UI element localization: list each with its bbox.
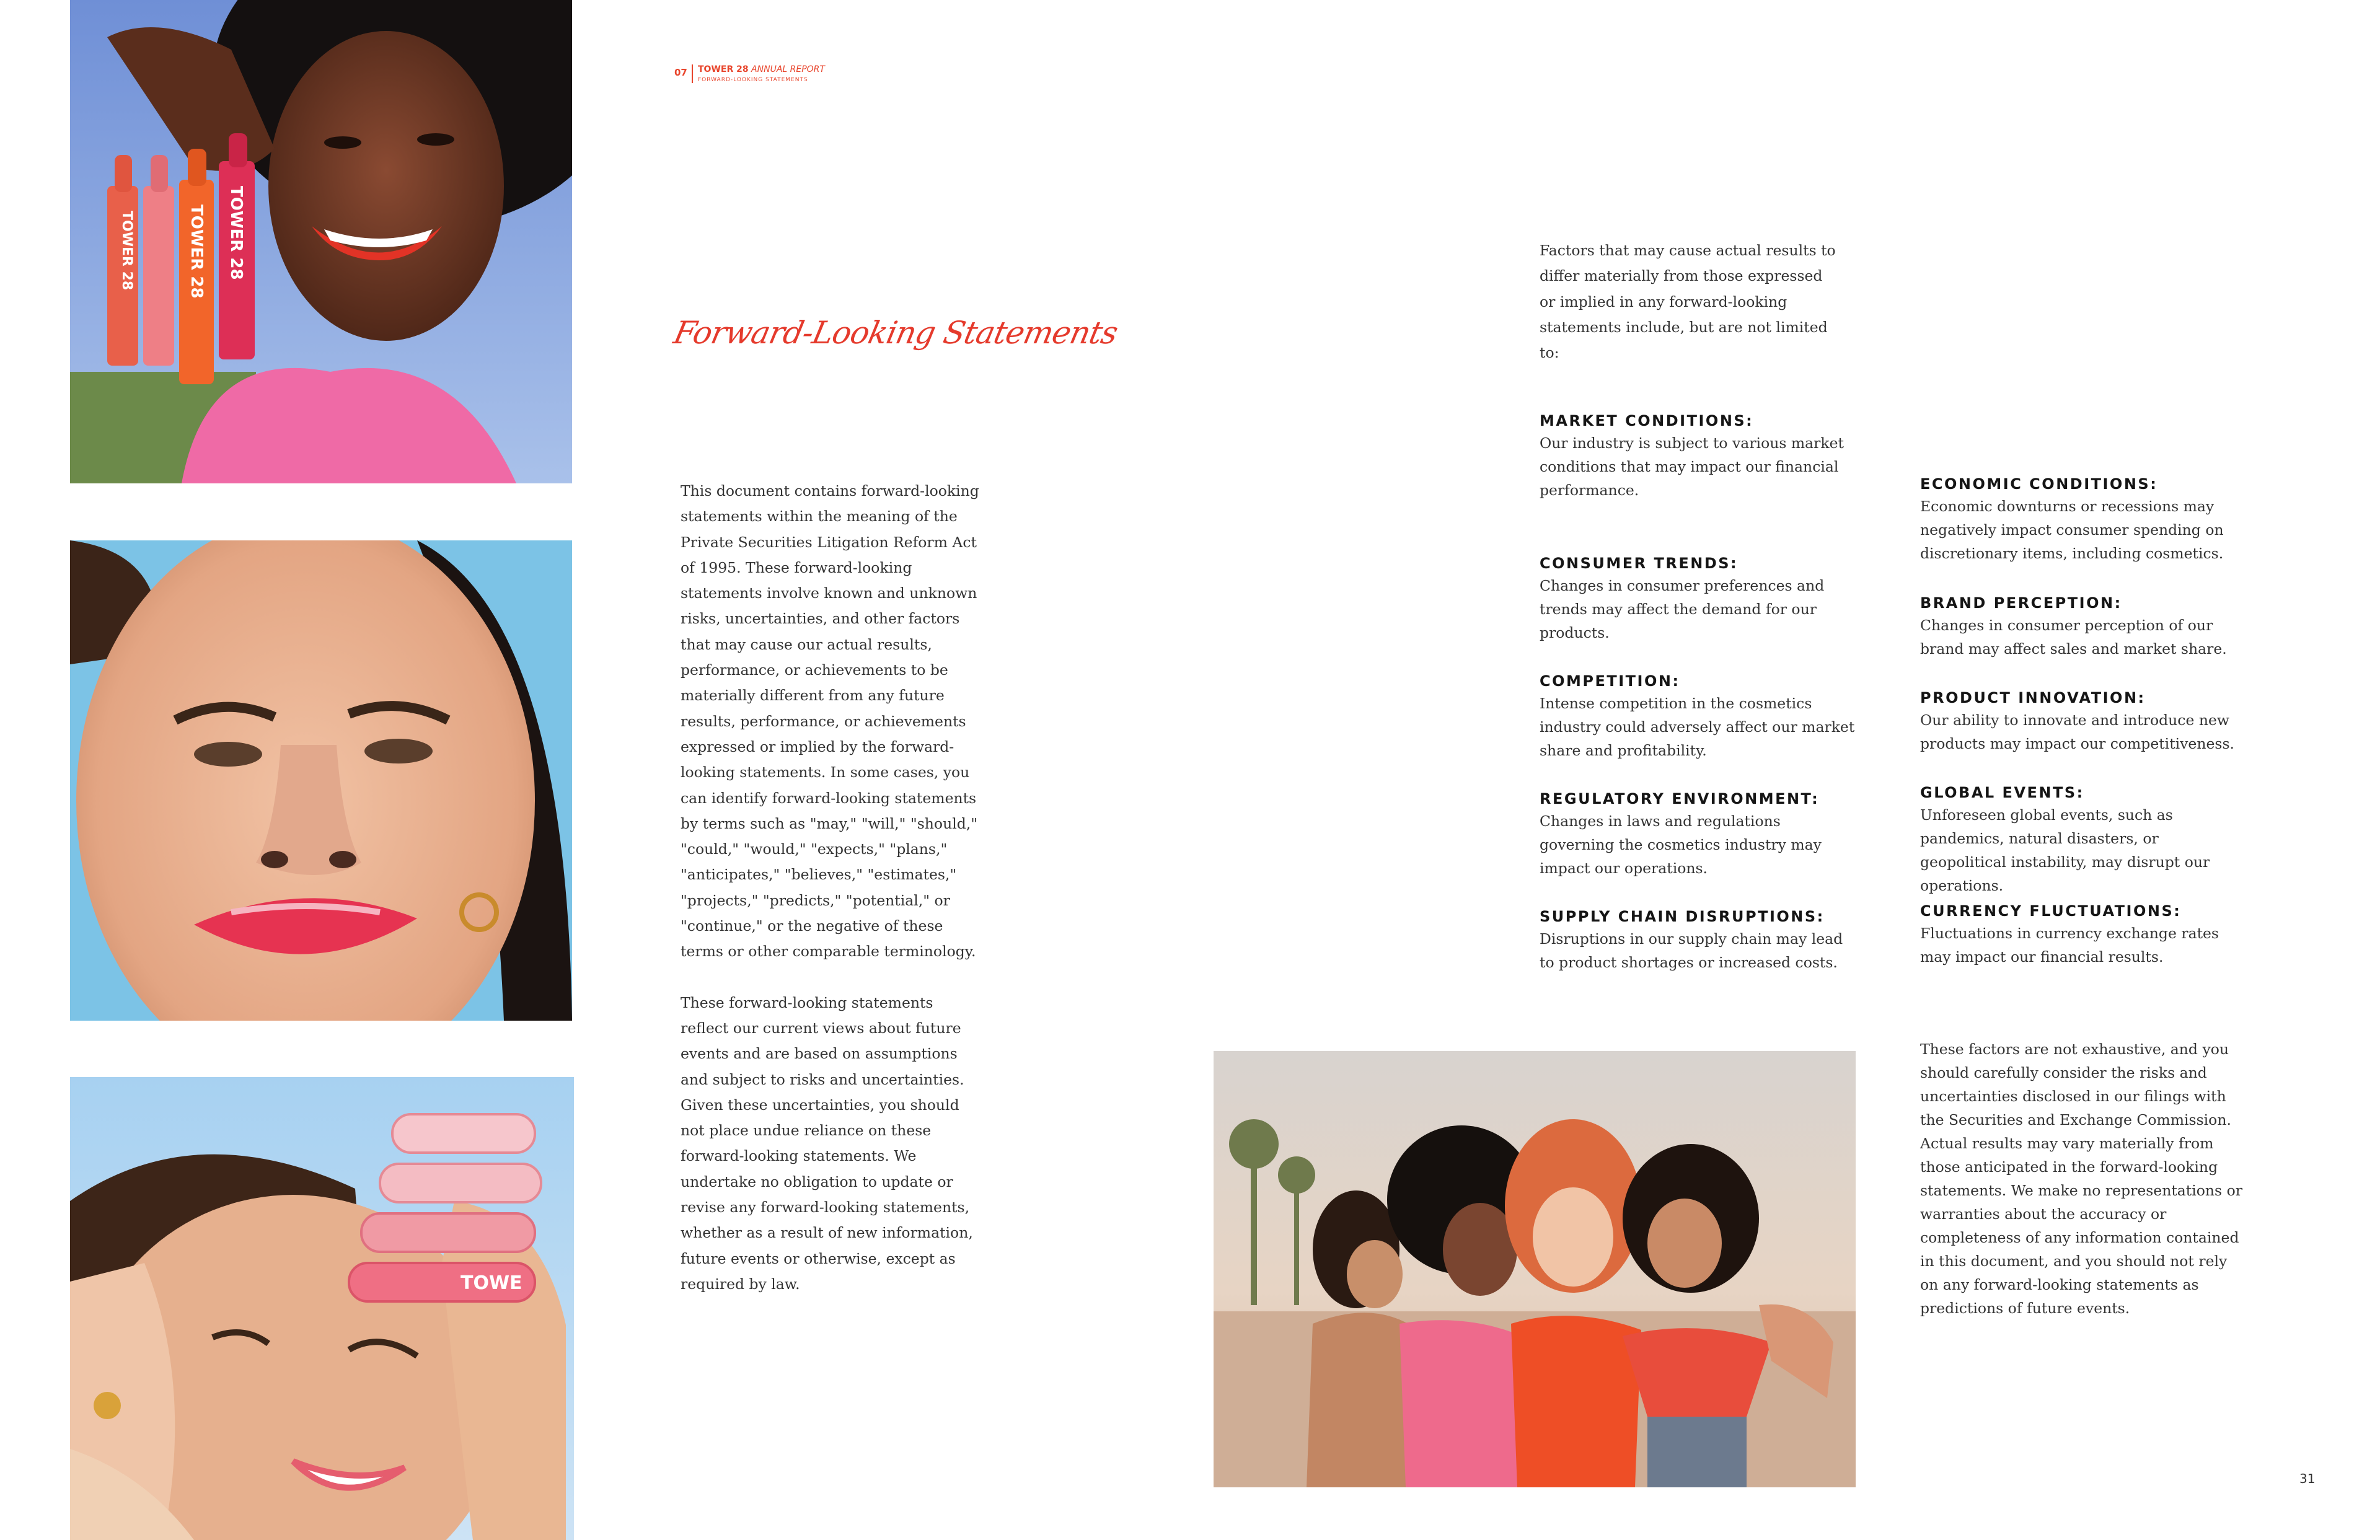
factor-body: Unforeseen global events, such as pandemics, natural disasters, or geopolitical instability, may disrupt our operations.	[1920, 806, 2210, 894]
factor-body: Changes in consumer preferences and trends may affect the demand for our products.	[1540, 577, 1825, 641]
lipstick-label-3: TOWER 28	[227, 186, 245, 280]
factor-competition	[1540, 671, 1856, 762]
factors-intro: Factors that may cause actual results to differ materially from those expressed or implied in any forward-looking statements include, but are not limited to:	[1540, 242, 1836, 362]
factor-heading: REGULATORY ENVIRONMENT:	[1540, 790, 1820, 807]
factor-body: Fluctuations in currency exchange rates may impact our financial results.	[1920, 925, 2219, 966]
factor-regulatory-environment	[1540, 788, 1856, 880]
factor-global-events	[1920, 782, 2236, 897]
photo-woman-lipsticks	[70, 0, 572, 483]
header-page-number: 07	[674, 67, 687, 78]
factor-body: Disruptions in our supply chain may lead to product shortages or increased costs.	[1540, 930, 1843, 971]
header-report: ANNUAL REPORT	[751, 64, 825, 74]
photo-woman-gloss	[70, 1077, 574, 1540]
factor-body: Intense competition in the cosmetics industry could adversely affect our market share and profitability.	[1540, 695, 1855, 759]
factor-consumer-trends	[1540, 553, 1856, 645]
page-title: Forward-Looking Statements	[670, 315, 1121, 351]
left-paragraph-2: These forward-looking statements reflect our current views about future events and are based on assumptions and subject to risks and uncertainties. Given these uncertainties, you should not place undue reliance on these forward-looking statements. We undertake no obligation to update or revise any forward-looking statements, whether as a result of new information, future events or otherwise, except as required by law.	[681, 993, 973, 1293]
left-paragraph-1: This document contains forward-looking statements within the meaning of the Private Securities Litigation Reform Act of 1995. These forward-looking statements involve known and unknown risks, uncertainties, and other factors that may cause our actual results, performance, or achievements to be materially different from any future results, performance, or achievements expressed or implied by the forward-looking statements. In some cases, you can identify forward-looking statements by terms such as "may," "will," "should," "could," "would," "expects," "plans," "anticipates," "believes," "estimates," "projects," "predicts," "potential," or "continue," or the negative of these terms or other comparable terminology.	[681, 482, 979, 961]
factor-heading: CONSUMER TRENDS:	[1540, 555, 1739, 572]
factor-economic-conditions	[1920, 473, 2236, 565]
factor-body: Our ability to innovate and introduce new products may impact our competitiveness.	[1920, 711, 2234, 752]
page-number: 31	[2299, 1471, 2316, 1486]
factor-body: Changes in consumer perception of our brand may affect sales and market share.	[1920, 617, 2227, 658]
factor-heading: ECONOMIC CONDITIONS:	[1920, 475, 2158, 493]
factor-heading: PRODUCT INNOVATION:	[1920, 689, 2146, 706]
header-title	[698, 64, 825, 74]
factor-heading: CURRENCY FLUCTUATIONS:	[1920, 902, 2182, 920]
factor-heading: GLOBAL EVENTS:	[1920, 784, 2084, 801]
gloss-label: TOWE	[461, 1272, 522, 1294]
lipstick-label-2: TOWER 28	[187, 205, 206, 299]
factor-supply-chain	[1540, 906, 1856, 974]
factor-heading: SUPPLY CHAIN DISRUPTIONS:	[1540, 908, 1825, 925]
factor-body: Changes in laws and regulations governing the cosmetics industry may impact our operations.	[1540, 812, 1822, 877]
factor-product-innovation	[1920, 687, 2236, 755]
factor-market-conditions	[1540, 410, 1856, 502]
lipstick-label-1: TOWER 28	[119, 211, 134, 291]
factor-heading: COMPETITION:	[1540, 672, 1680, 690]
factor-currency-fluctuations	[1920, 900, 2236, 969]
header-divider	[692, 64, 693, 83]
factor-brand-perception	[1920, 592, 2236, 661]
photo-face-closeup	[70, 540, 572, 1021]
factor-heading: MARKET CONDITIONS:	[1540, 412, 1754, 429]
header-brand: TOWER 28	[698, 64, 749, 74]
left-column	[681, 478, 984, 1322]
photo-friends-beach	[1214, 1051, 1856, 1487]
factor-body: Economic downturns or recessions may negatively impact consumer spending on discretionary items, including cosmetics.	[1920, 498, 2224, 562]
factor-heading: BRAND PERCEPTION:	[1920, 594, 2122, 612]
closing-paragraph: These factors are not exhaustive, and you should carefully consider the risks and uncertainties disclosed in our filings with the Securities and Exchange Commission. Actual results may vary materially from those anticipated in the forward-looking statements. We make no representations or warranties about the accuracy or completeness of any information contained in this document, and you should not rely on any forward-looking statements as predictions of future events.	[1920, 1041, 2242, 1317]
factor-body: Our industry is subject to various market conditions that may impact our financial performance.	[1540, 434, 1844, 499]
header-section: FORWARD-LOOKING STATEMENTS	[698, 77, 808, 83]
